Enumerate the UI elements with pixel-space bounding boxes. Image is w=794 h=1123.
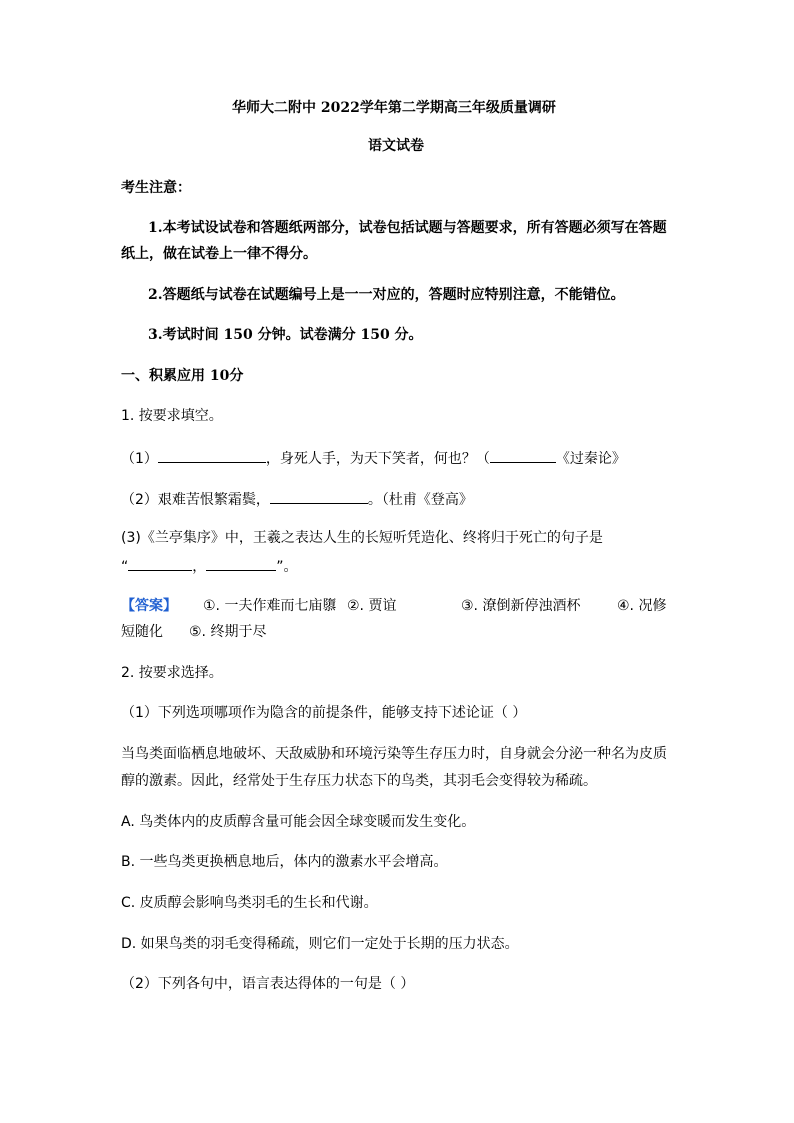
q1-sub3-open: “ [121, 559, 129, 575]
q1-sub3-blank2[interactable] [206, 555, 276, 571]
q2-sub2: （2）下列各句中，语言表达得体的一句是（ ） [121, 976, 415, 992]
answer1-a1: ①. 一夫作难而七庙隳 [203, 598, 337, 614]
q1-sub1-blank2[interactable] [490, 447, 556, 463]
q2-sub1: （1）下列选项哪项作为隐含的前提条件，能够支持下述论证（ ） [121, 705, 527, 721]
answer1-line1 [121, 596, 674, 616]
answer1-a4: ④. 况修 [617, 598, 667, 614]
notice-item2: 2.答题纸与试卷在试题编号上是一一对应的，答题时应特别注意，不能错位。 [148, 287, 625, 303]
q1-sub2-source: 。（杜甫《登高》 [367, 492, 473, 508]
q1-sub1 [121, 447, 626, 469]
exam-subtitle: 语文试卷 [368, 138, 424, 154]
answer1-line2 [121, 622, 521, 642]
q2-stem: 2. 按要求选择。 [121, 665, 223, 681]
notice-item3: 3.考试时间 150 分钟。试卷满分 150 分。 [148, 327, 423, 343]
section1-heading: 一、积累应用 10分 [121, 368, 244, 384]
notice-item1-line2: 纸上，做在试卷上一律不得分。 [121, 246, 317, 262]
q2-option-a[interactable]: A. 鸟类体内的皮质醇含量可能会因全球变暖而发生变化。 [121, 814, 476, 830]
answer-tag: 【答案】 [121, 598, 177, 614]
q1-sub3-blank1[interactable] [128, 555, 192, 571]
q1-sub3-line1: (3)《兰亭集序》中，王羲之表达人生的长短听凭造化、终将归于死亡的句子是 [121, 530, 603, 546]
q2-passage-line2: 醇的激素。因此，经常处于生存压力状态下的鸟类，其羽毛会变得较为稀疏。 [121, 773, 597, 789]
q1-sub1-blank1[interactable] [158, 447, 266, 463]
q1-sub1-text: ，身死人手，为天下笑者，何也？（ [265, 451, 490, 467]
notice-heading: 考生注意： [121, 180, 191, 196]
answer1-a3: ③. 潦倒新停浊酒杯 [461, 598, 581, 614]
q1-sub1-source: 《过秦论》 [555, 451, 626, 467]
q1-sub2-text: （2）艰难苦恨繁霜鬓， [121, 492, 270, 508]
q1-sub2 [121, 488, 473, 510]
notice-item1-line1: 1.本考试设试卷和答题纸两部分，试卷包括试题与答题要求，所有答题必须写在答题 [148, 220, 667, 236]
q1-sub3-line2 [121, 555, 298, 577]
q1-stem: 1. 按要求填空。 [121, 408, 223, 424]
q1-sub3-close: ”。 [276, 559, 298, 575]
answer1-a5: ⑤. 终期于尽 [189, 624, 267, 640]
q1-sub3-comma: ， [192, 559, 207, 575]
q2-passage-line1: 当鸟类面临栖息地破坏、天敌威胁和环境污染等生存压力时，自身就会分泌一种名为皮质 [121, 746, 667, 762]
q2-option-c[interactable]: C. 皮质醇会影响鸟类羽毛的生长和代谢。 [121, 895, 378, 911]
answer1-a2: ②. 贾谊 [347, 598, 397, 614]
q2-option-d[interactable]: D. 如果鸟类的羽毛变得稀疏，则它们一定处于长期的压力状态。 [121, 936, 519, 952]
q1-sub2-blank[interactable] [270, 488, 368, 504]
q2-option-b[interactable]: B. 一些鸟类更换栖息地后，体内的激素水平会增高。 [121, 854, 448, 870]
q1-sub1-prefix: （1） [121, 451, 158, 467]
answer1-a4-cont: 短随化 [121, 624, 163, 640]
exam-title: 华师大二附中 2022学年第二学期高三年级质量调研 [232, 100, 556, 116]
